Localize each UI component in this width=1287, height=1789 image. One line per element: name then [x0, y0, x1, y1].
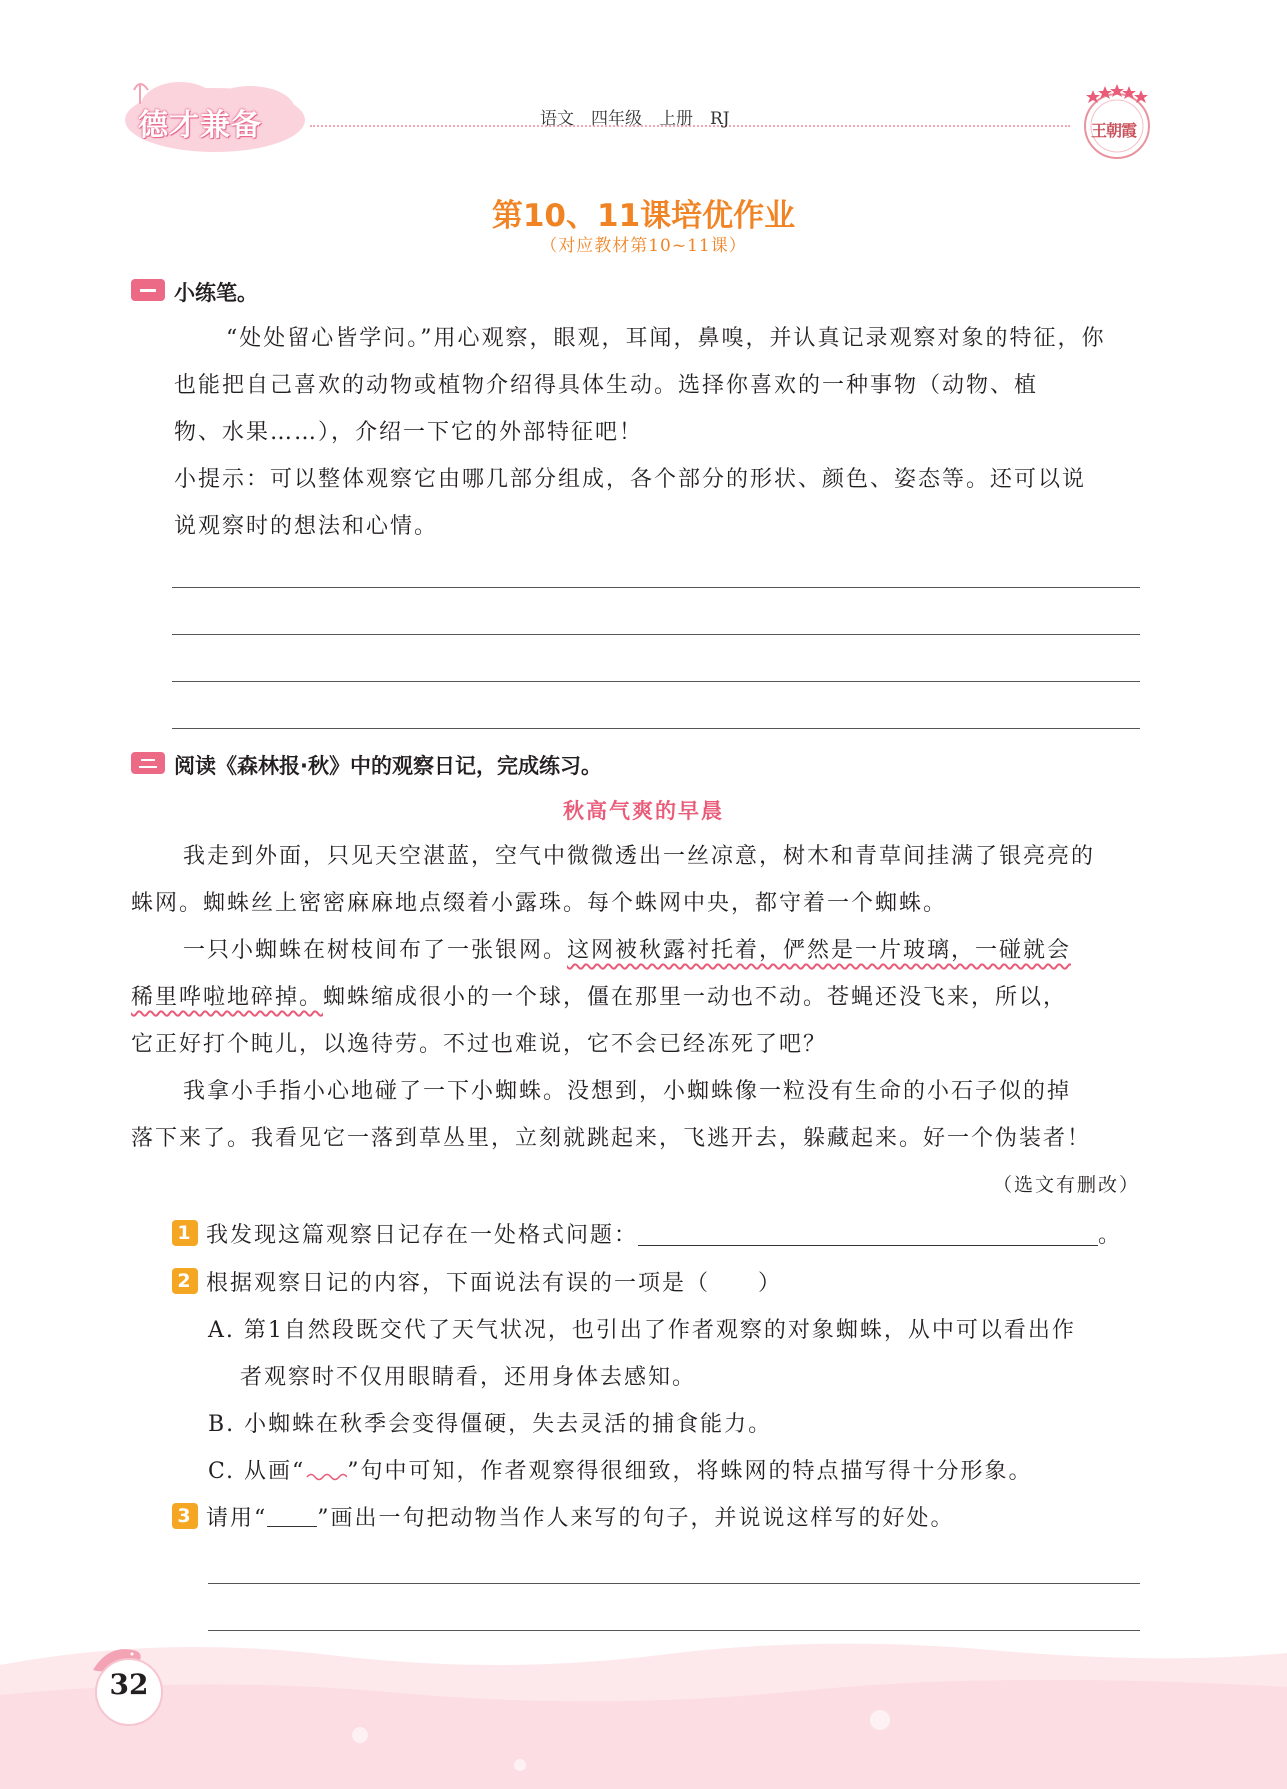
question-text: 根据观察日记的内容，下面说法有误的一项是（ ）: [206, 1271, 783, 1296]
question-2: [172, 1260, 1140, 1495]
passage-line: 我拿小手指小心地碰了一下小蜘蛛。没想到，小蜘蛛像一粒没有生命的小石子似的掉: [183, 1079, 1072, 1104]
page-number: 32: [109, 1668, 149, 1701]
section-one-title: 小练笔。: [174, 281, 258, 305]
passage: [131, 833, 1140, 1209]
question-1: [172, 1212, 1140, 1259]
header-info: 语文 四年级 上册 RJ: [540, 109, 730, 129]
passage-text: 一只小蜘蛛在树枝间布了一张银网。: [183, 938, 568, 963]
answer-line[interactable]: [172, 728, 1140, 729]
question-text: 请用“: [206, 1506, 268, 1531]
bottom-wave-decoration: [0, 1625, 1287, 1789]
passage-line: [131, 927, 1140, 974]
answer-line[interactable]: [172, 587, 1140, 588]
q1-answer-blank[interactable]: [638, 1215, 1098, 1246]
question-number-badge: 1: [172, 1220, 198, 1246]
section-two-badge: [131, 752, 165, 774]
wavy-underlined-sentence: 稀里哗啦地碎掉。: [131, 985, 324, 1010]
question-3: [172, 1495, 1140, 1542]
wavy-underlined-sentence: 这网被秋露衬托着，俨然是一片玻璃，一碰就会: [567, 938, 1072, 963]
option-b[interactable]: B. 小蜘蛛在秋季会变得僵硬，失去灵活的捕食能力。: [208, 1412, 773, 1437]
passage-text: 蜘蛛缩成很小的一个球，僵在那里一动也不动。苍蝇还没飞来，所以，: [323, 985, 1068, 1010]
prompt-line: 物、水果……），介绍一下它的外部特征吧！: [174, 420, 644, 445]
hint-line: 小提示：可以整体观察它由哪几部分组成，各个部分的形状、颜色、姿态等。还可以说: [174, 467, 1087, 492]
hint-line: 说观察时的想法和心情。: [174, 514, 439, 539]
question-number-badge: 3: [172, 1503, 198, 1529]
passage-line: [131, 974, 1140, 1021]
logo-text: 德才兼备: [138, 108, 262, 143]
answer-line[interactable]: [172, 681, 1140, 682]
question-end-punct: 。: [1098, 1223, 1123, 1248]
question-number-badge: 2: [172, 1268, 198, 1294]
option-c[interactable]: [172, 1448, 1140, 1495]
wavy-line-sample-icon: [305, 1452, 347, 1476]
passage-source: （选文有删改）: [992, 1174, 1140, 1196]
prompt-line: “处处留心皆学问。”用心观察，眼观，耳闻，鼻嗅，并认真记录观察对象的特征，你: [226, 326, 1106, 351]
passage-line: 蛛网。蜘蛛丝上密密麻麻地点缀着小露珠。每个蛛网中央，都守着一个蜘蛛。: [131, 891, 948, 916]
question-text: ”画出一句把动物当作人来写的句子，并说说这样写的好处。: [317, 1506, 955, 1531]
passage-line: 落下来了。我看见它一落到草丛里，立刻就跳起来，飞逃开去，躲藏起来。好一个伪装者！: [131, 1126, 1092, 1151]
option-a-line[interactable]: 者观察时不仅用眼睛看，还用身体去感知。: [240, 1365, 697, 1390]
prompt-line: 也能把自己喜欢的动物或植物介绍得具体生动。选择你喜欢的一种事物（动物、植: [174, 373, 1039, 398]
option-c-text: C. 从画“: [208, 1459, 306, 1484]
author-stamp: [1077, 82, 1157, 162]
section-one-badge: [131, 279, 165, 301]
straight-line-sample-icon: [267, 1504, 317, 1527]
option-c-text: ”句中可知，作者观察得很细致，将蛛网的特点描写得十分形象。: [347, 1459, 1033, 1484]
question-text: 我发现这篇观察日记存在一处格式问题：: [206, 1223, 639, 1248]
answer-line[interactable]: [208, 1583, 1140, 1584]
section-one-prompt: [174, 315, 1140, 550]
page-title: 第10、11课培优作业: [491, 198, 796, 234]
page-subtitle: （对应教材第10~11课）: [540, 236, 747, 256]
stamp-name: 王朝霞: [1091, 121, 1137, 140]
passage-line: 我走到外面，只见天空湛蓝，空气中微微透出一丝凉意，树木和青草间挂满了银亮亮的: [183, 844, 1096, 869]
brand-logo: [120, 70, 320, 160]
passage-title: 秋高气爽的早晨: [563, 799, 724, 823]
passage-line: 它正好打个盹儿，以逸待劳。不过也难说，它不会已经冻死了吧？: [131, 1032, 828, 1057]
answer-line[interactable]: [172, 634, 1140, 635]
section-two-title: 阅读《森林报·秋》中的观察日记，完成练习。: [174, 754, 602, 778]
option-a-line[interactable]: A. 第1自然段既交代了天气状况，也引出了作者观察的对象蜘蛛，从中可以看出作: [208, 1318, 1076, 1343]
